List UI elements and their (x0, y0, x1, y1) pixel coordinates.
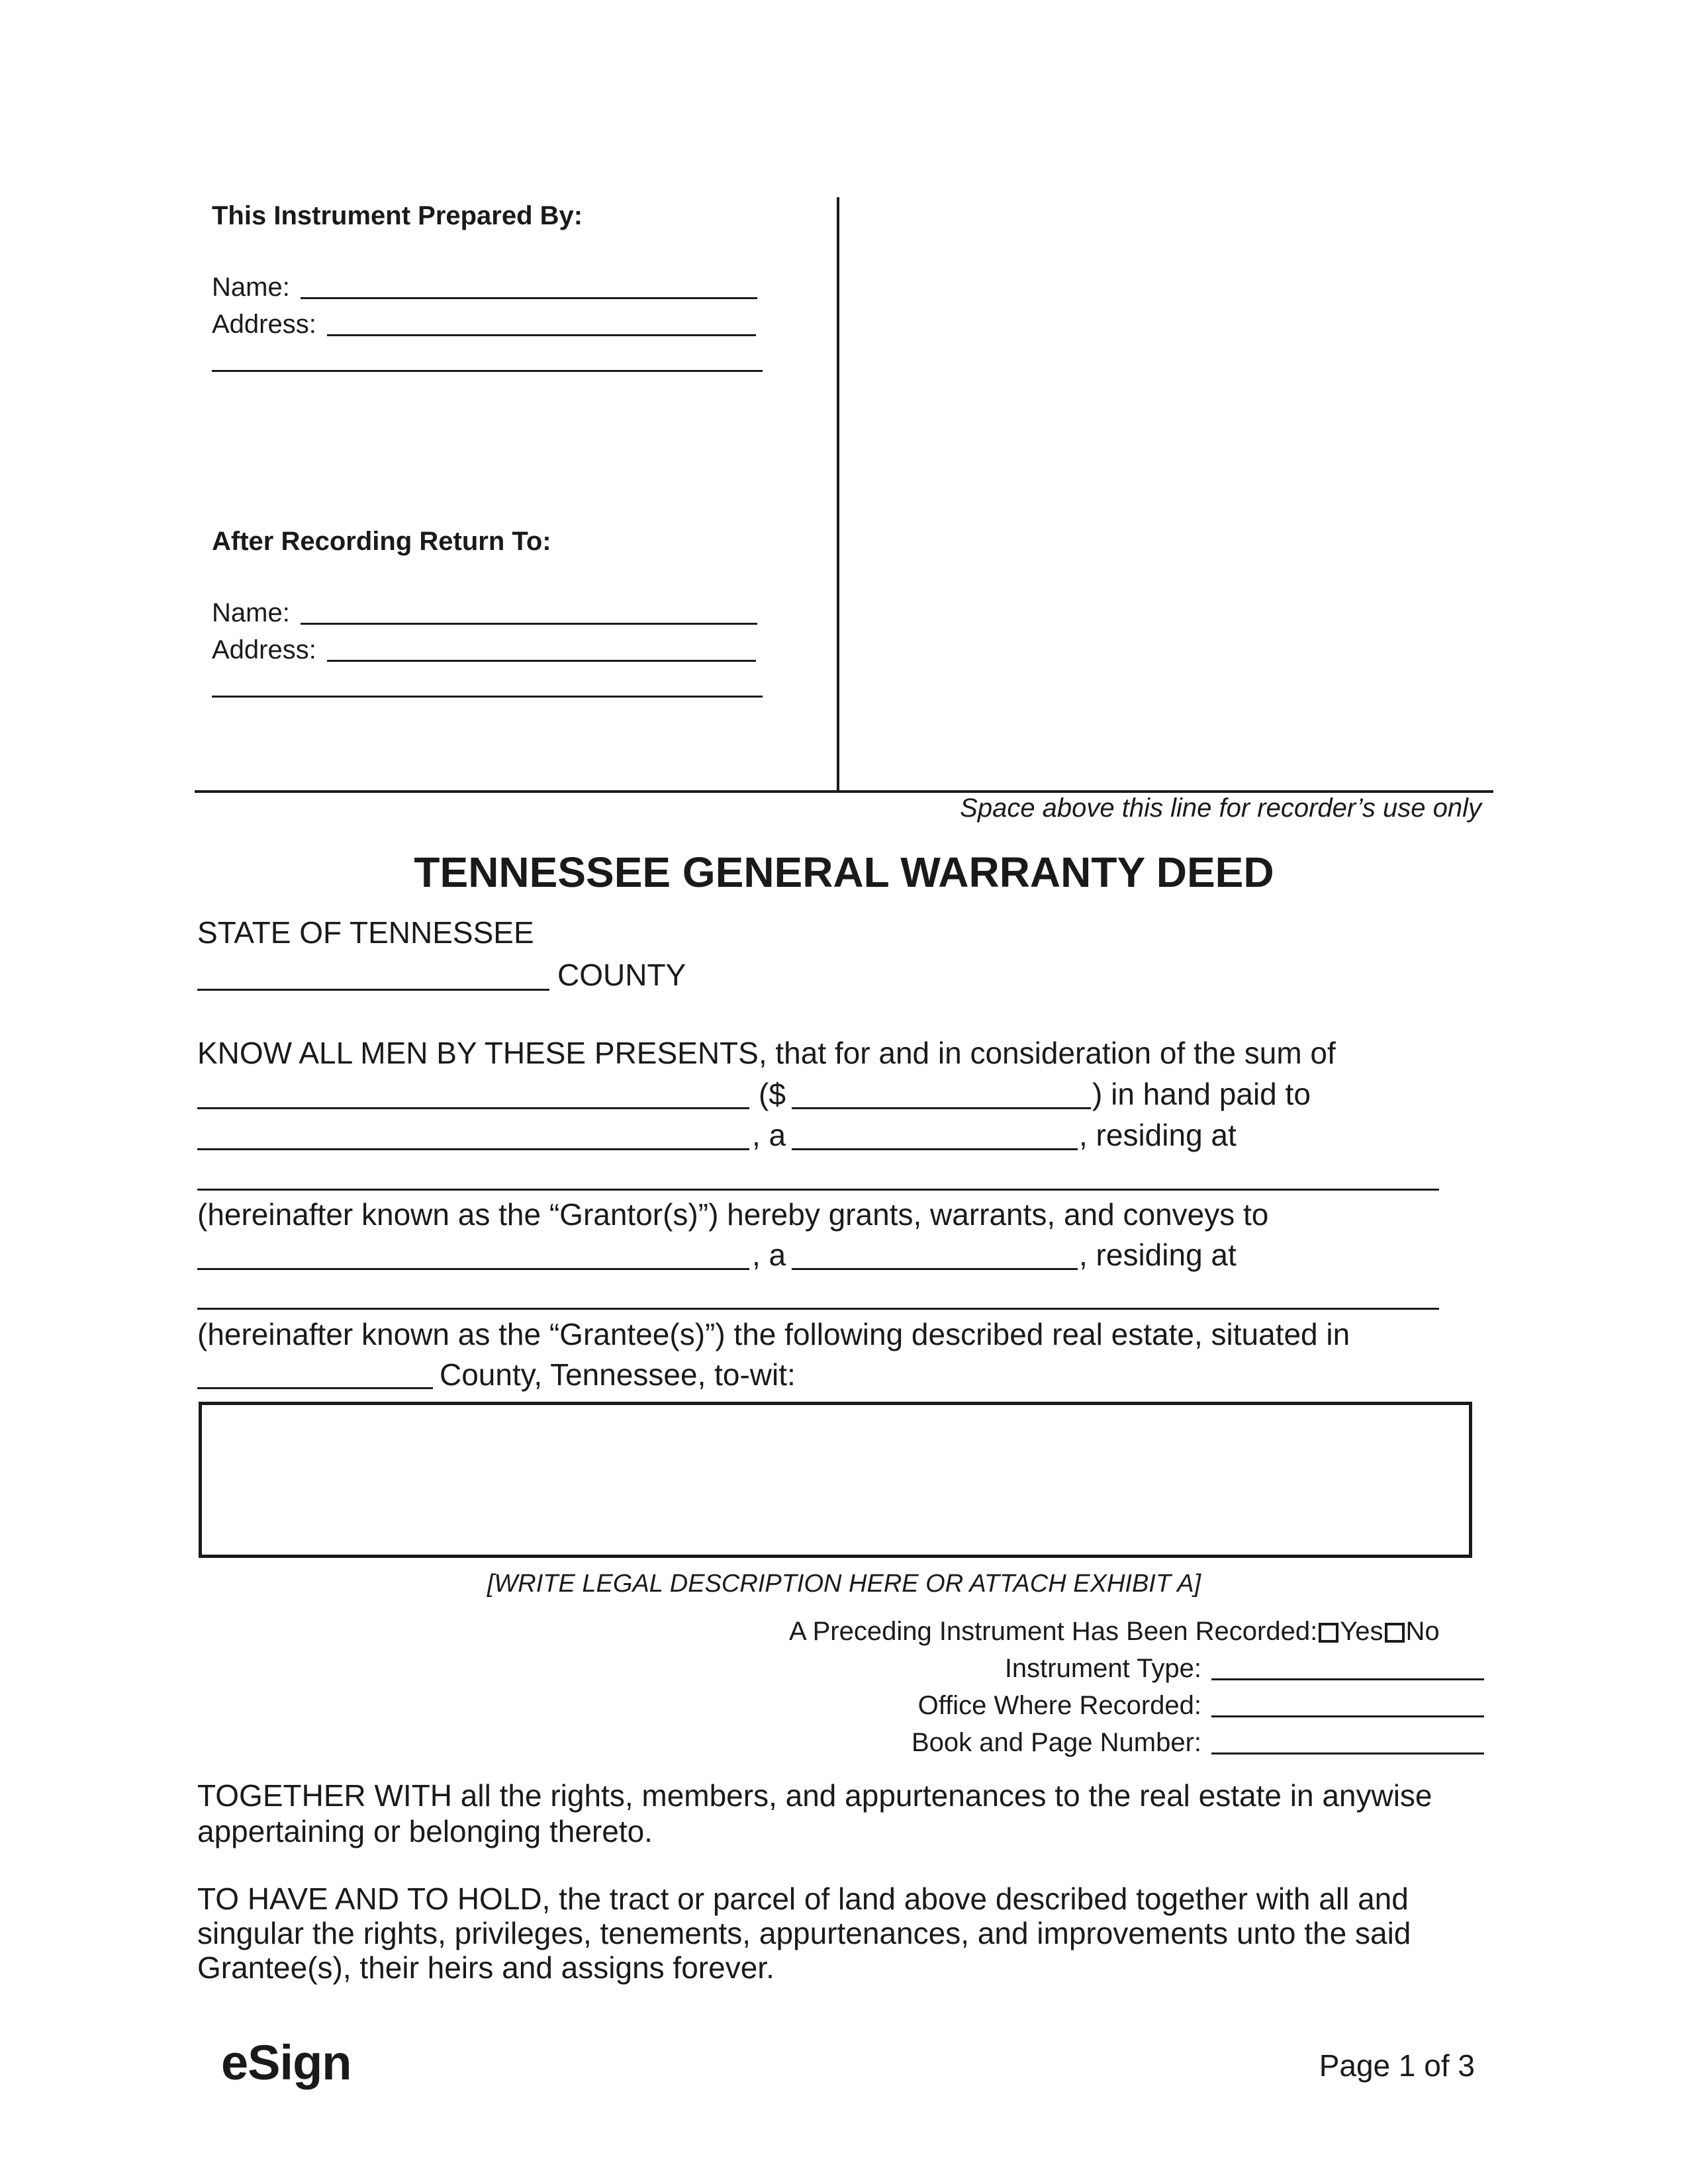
grantor-residing-label: , residing at (1079, 1118, 1237, 1152)
property-county-field[interactable] (197, 1387, 433, 1389)
instrument-type-field[interactable] (1211, 1678, 1484, 1680)
grantor-address-field[interactable] (197, 1189, 1439, 1191)
esign-logo: eSign (221, 2035, 352, 2090)
return-address-field-2[interactable] (212, 696, 763, 698)
together-with-line-2: appertaining or belonging thereto. (197, 1814, 653, 1848)
legal-description-note: [WRITE LEGAL DESCRIPTION HERE OR ATTACH EXHIBIT A] (487, 1570, 1201, 1598)
recorder-note: Space above this line for recorder’s use only (960, 794, 1481, 823)
prepared-address-field[interactable] (327, 334, 756, 336)
book-page-field[interactable] (1211, 1752, 1484, 1754)
grantor-name-field[interactable] (197, 1148, 749, 1150)
preceding-instrument-row (789, 1618, 1440, 1645)
office-recorded-label: Office Where Recorded: (917, 1691, 1201, 1720)
grantee-address-field[interactable] (197, 1308, 1439, 1310)
state-line: STATE OF TENNESSEE (197, 915, 534, 950)
grantee-residing-label: , residing at (1079, 1238, 1237, 1272)
document-title: TENNESSEE GENERAL WARRANTY DEED (414, 848, 1274, 896)
page-number: Page 1 of 3 (1319, 2048, 1475, 2083)
grantee-name-field[interactable] (197, 1268, 749, 1270)
prepared-address-label: Address: (212, 310, 316, 339)
grantor-line: (hereinafter known as the “Grantor(s)”) hereby grants, warrants, and conveys to (197, 1197, 1269, 1232)
together-with-line-1: TOGETHER WITH all the rights, members, and appurtenances to the real estate in anywise (197, 1778, 1432, 1813)
return-address-field[interactable] (327, 660, 756, 662)
no-checkbox[interactable] (1385, 1623, 1405, 1643)
dollar-open: ($ (759, 1077, 786, 1111)
preceding-label: A Preceding Instrument Has Been Recorded: (789, 1617, 1318, 1646)
return-heading: After Recording Return To: (212, 527, 551, 556)
to-have-line-2: singular the rights, privileges, tenements, appurtenances, and improvements unto the said (197, 1916, 1411, 1950)
hand-paid-label: ) in hand paid to (1092, 1077, 1311, 1111)
prepared-address-field-2[interactable] (212, 370, 763, 372)
book-page-label: Book and Page Number: (911, 1728, 1201, 1757)
to-have-line-1: TO HAVE AND TO HOLD, the tract or parcel of land above described together with all and (197, 1882, 1409, 1916)
county-tn-label: County, Tennessee, to-wit: (440, 1357, 796, 1392)
to-have-line-3: Grantee(s), their heirs and assigns forever. (197, 1950, 774, 1985)
return-name-field[interactable] (301, 623, 757, 625)
consideration-amount-field[interactable] (792, 1107, 1091, 1109)
return-address-label: Address: (212, 635, 316, 664)
grantee-marital-status-field[interactable] (792, 1268, 1078, 1270)
prepared-name-field[interactable] (301, 297, 757, 299)
consideration-line: KNOW ALL MEN BY THESE PRESENTS, that for and in consideration of the sum of (197, 1036, 1336, 1070)
yes-label: Yes (1340, 1617, 1383, 1646)
return-name-label: Name: (212, 598, 290, 627)
office-recorded-field[interactable] (1211, 1715, 1484, 1717)
grantor-marital-status-field[interactable] (792, 1148, 1078, 1150)
no-label: No (1405, 1617, 1440, 1646)
prepared-by-heading: This Instrument Prepared By: (212, 201, 583, 230)
grantee-line: (hereinafter known as the “Grantee(s)”) the following described real estate, situated in (197, 1317, 1350, 1351)
grantee-a-label: , a (752, 1238, 786, 1272)
grantor-a-label: , a (752, 1118, 786, 1152)
legal-description-box[interactable] (199, 1402, 1472, 1558)
yes-checkbox[interactable] (1319, 1623, 1338, 1643)
county-label: COUNTY (557, 958, 686, 992)
recorder-line (195, 790, 1493, 793)
header-divider-vertical (837, 197, 839, 793)
prepared-name-label: Name: (212, 273, 290, 302)
instrument-type-label: Instrument Type: (1004, 1654, 1201, 1683)
county-field[interactable] (197, 989, 549, 991)
consideration-amount-words-field[interactable] (197, 1107, 749, 1109)
